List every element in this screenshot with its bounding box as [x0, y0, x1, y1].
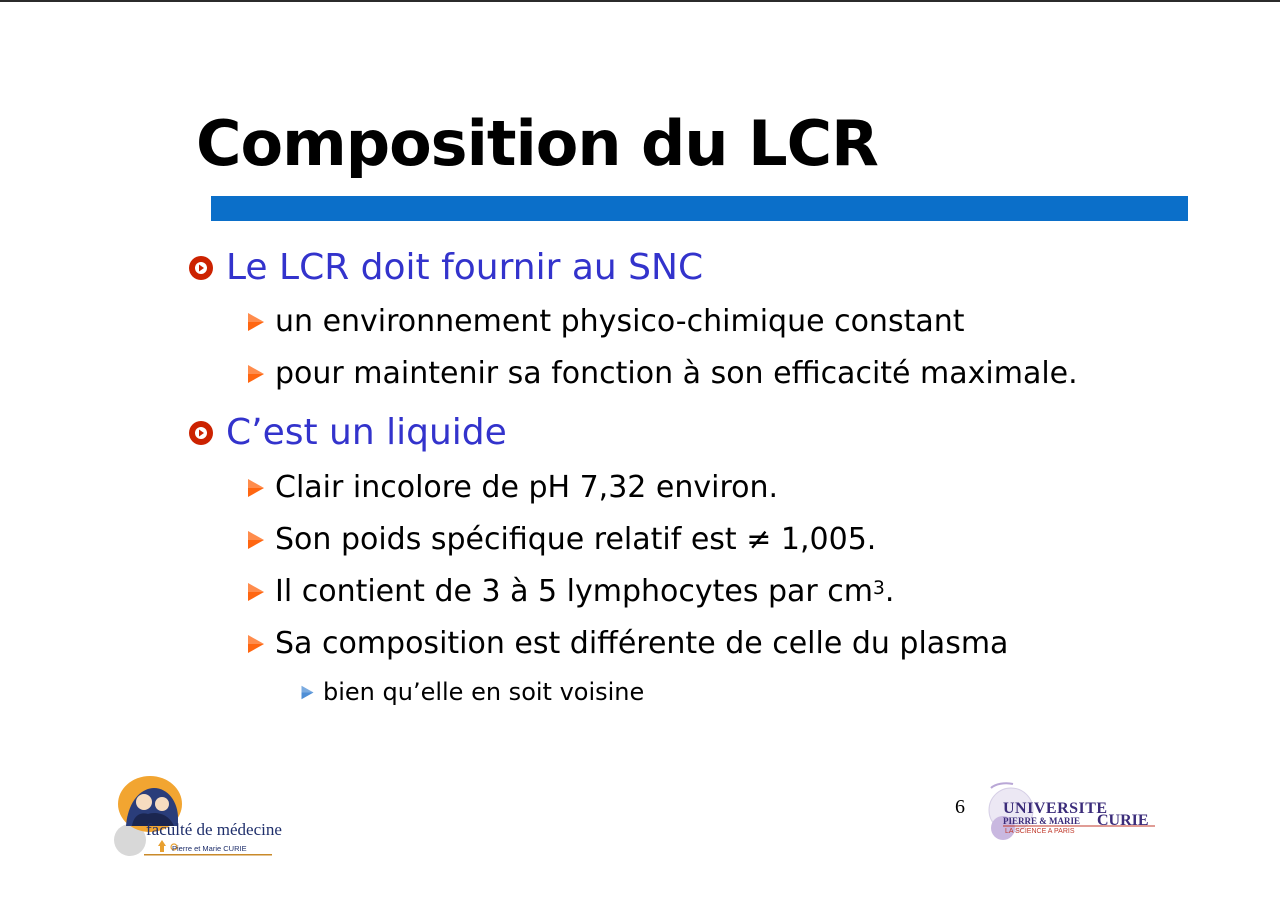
university-logo-line3: LA SCIENCE A PARIS	[1005, 828, 1075, 835]
bullet-item-level3	[300, 676, 644, 708]
bullet-text: C’est un liquide	[226, 412, 507, 453]
university-logo-line2: PIERRE & MARIE	[1003, 816, 1081, 826]
faculty-logo-name: faculté de médecine	[146, 820, 282, 839]
bullet-text: Le LCR doit fournir au SNC	[226, 247, 704, 288]
university-logo	[985, 780, 1160, 850]
bullet-item-level2	[246, 520, 876, 560]
ring-bullet-icon	[188, 420, 214, 446]
triangle-bullet-icon	[246, 633, 266, 655]
bullet-text: Son poids spécifique relatif est ≠ 1,005.	[275, 522, 877, 557]
bullet-text: Clair incolore de pH 7,32 environ.	[275, 470, 779, 505]
triangle-bullet-icon	[246, 529, 266, 551]
slide-title: Composition du LCR	[196, 107, 878, 180]
bullet-text: pour maintenir sa fonction à son efficacité maximale.	[275, 356, 1078, 391]
bullet-item-level2	[246, 624, 1008, 664]
faculty-logo-subtitle: Pierre et Marie CURIE	[172, 844, 247, 853]
bullet-text: bien qu’elle en soit voisine	[323, 678, 645, 706]
university-logo-line1: UNIVERSITE	[1003, 800, 1108, 817]
university-logo-line2b: CURIE	[1097, 812, 1149, 829]
faculty-logo	[112, 774, 280, 864]
triangle-bullet-icon	[246, 477, 266, 499]
bullet-item-level2: Il contient de 3 à 5 lymphocytes par cm $^3$ .	[246, 572, 894, 612]
bullet-text: Il contient de 3 à 5 lymphocytes par cm	[275, 574, 874, 609]
bullet-text: un environnement physico-chimique constant	[275, 304, 965, 339]
small-triangle-bullet-icon	[300, 684, 315, 701]
slide-number: 6	[955, 796, 965, 818]
bullet-item-level1	[188, 245, 703, 291]
triangle-bullet-icon	[246, 311, 266, 333]
bullet-item-level2	[246, 354, 1078, 394]
bullet-item-level2	[246, 302, 965, 342]
triangle-bullet-icon	[246, 581, 266, 603]
bullet-item-level2	[246, 468, 778, 508]
bullet-item-level1	[188, 410, 507, 456]
bullet-text-suffix: .	[884, 574, 895, 609]
triangle-bullet-icon	[246, 363, 266, 385]
ring-bullet-icon	[188, 255, 214, 281]
bullet-text: Sa composition est différente de celle du plasma	[275, 626, 1009, 661]
